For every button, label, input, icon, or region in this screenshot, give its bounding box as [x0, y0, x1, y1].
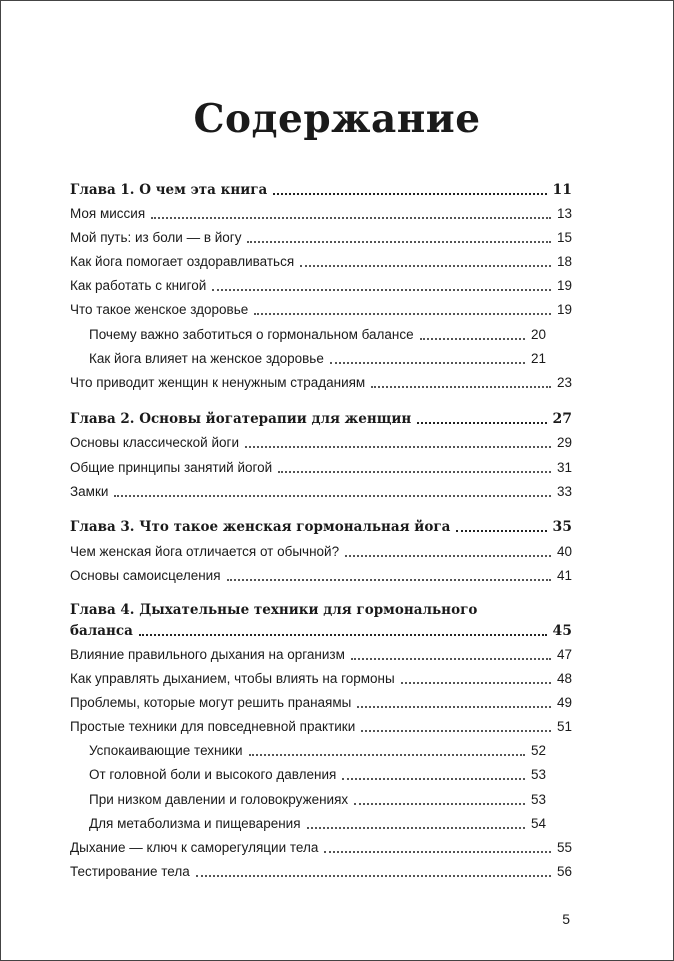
toc-entry-page: 27 — [552, 411, 572, 427]
toc-entry-title: Основы самоисцеления — [70, 568, 221, 583]
toc-entry-page: 29 — [556, 435, 572, 450]
dot-leader — [330, 362, 525, 364]
toc-entry-title: Успокаивающие техники — [89, 743, 243, 758]
dot-leader — [456, 530, 546, 532]
toc-entry-title: Основы классической йоги — [70, 435, 239, 450]
toc-entry[interactable] — [70, 226, 572, 246]
toc-entry-page: 19 — [556, 302, 572, 317]
toc-entry-page: 33 — [556, 484, 572, 499]
toc-entry-title: От головной боли и высокого давления — [89, 767, 337, 782]
toc-entry[interactable] — [70, 431, 572, 451]
dot-leader — [227, 579, 551, 581]
dot-leader — [417, 422, 546, 424]
toc-entry[interactable] — [70, 371, 572, 391]
toc-entry-title: Замки — [70, 484, 109, 499]
toc-entry-title: Почему важно заботиться о гормональном балансе — [89, 327, 414, 342]
toc-entry-title: Что приводит женщин к ненужным страданиям — [70, 375, 366, 390]
dot-leader — [245, 446, 551, 448]
dot-leader — [420, 338, 525, 340]
toc-entry-page: 31 — [556, 460, 572, 475]
dot-leader — [196, 875, 551, 877]
toc-entry-page: 19 — [556, 278, 572, 293]
toc-subentry[interactable] — [89, 788, 546, 808]
toc-entry[interactable] — [70, 643, 572, 663]
toc-entry-title: Как йога влияет на женское здоровье — [89, 351, 324, 366]
toc-entry[interactable] — [70, 564, 572, 584]
toc-entry-title: Что такое женское здоровье — [70, 302, 249, 317]
toc-entry[interactable] — [70, 860, 572, 880]
toc-entry-page: 52 — [530, 743, 546, 758]
toc-entry-page: 54 — [530, 816, 546, 831]
dot-leader — [114, 495, 551, 497]
dot-leader — [357, 706, 551, 708]
toc-entry-page: 51 — [556, 719, 572, 734]
toc-subentry[interactable] — [89, 323, 546, 343]
toc-chapter-3[interactable] — [70, 515, 572, 535]
toc-entry-page: 13 — [556, 206, 572, 221]
toc-entry[interactable] — [70, 274, 572, 294]
dot-leader — [247, 241, 551, 243]
toc-subentry[interactable] — [89, 347, 546, 367]
toc-entry-page: 47 — [556, 647, 572, 662]
toc-entry[interactable] — [70, 456, 572, 476]
toc-entry-page: 15 — [556, 230, 572, 245]
toc-entry-title: Как йога помогает оздоравливаться — [70, 254, 295, 269]
toc-entry-title: Проблемы, которые могут решить пранаямы — [70, 695, 352, 710]
dot-leader — [371, 386, 551, 388]
toc-entry-title: Общие принципы занятий йогой — [70, 460, 273, 475]
toc-chapter-4[interactable] — [70, 619, 572, 639]
toc-entry[interactable] — [70, 715, 572, 735]
dot-leader — [273, 193, 546, 195]
toc-entry-title: баланса — [70, 623, 133, 639]
dot-leader — [324, 851, 551, 853]
toc-entry-page: 53 — [530, 767, 546, 782]
dot-leader — [139, 634, 547, 636]
toc-entry-page: 41 — [556, 568, 572, 583]
toc-entry[interactable] — [70, 667, 572, 687]
dot-leader — [354, 803, 525, 805]
toc-entry[interactable] — [70, 202, 572, 222]
dot-leader — [254, 313, 551, 315]
toc-entry-title: Тестирование тела — [70, 864, 190, 879]
toc-entry[interactable] — [70, 540, 572, 560]
dot-leader — [151, 217, 551, 219]
toc-entry-title: Как управлять дыханием, чтобы влиять на гормоны — [70, 671, 395, 686]
dot-leader — [342, 778, 525, 780]
toc-entry-title: Влияние правильного дыхания на организм — [70, 647, 345, 662]
toc-subentry[interactable] — [89, 812, 546, 832]
toc-entry-page: 40 — [556, 544, 572, 559]
dot-leader — [361, 730, 551, 732]
toc-entry-title: Как работать с книгой — [70, 278, 207, 293]
toc-entry-title: При низком давлении и головокружениях — [89, 792, 349, 807]
page-title: Содержание — [193, 96, 481, 142]
toc-entry[interactable] — [70, 691, 572, 711]
toc-entry-title: Глава 1. О чем эта книга — [70, 182, 268, 198]
toc-entry-page: 56 — [556, 864, 572, 879]
toc-entry-title: Глава 3. Что такое женская гормональная йога — [70, 519, 451, 535]
toc-chapter-2[interactable] — [70, 407, 572, 427]
toc-entry-page: 49 — [556, 695, 572, 710]
toc-entry-page: 35 — [552, 519, 572, 535]
toc-entry-page: 23 — [556, 375, 572, 390]
toc-chapter-4-line1[interactable]: Глава 4. Дыхательные техники для гормонального — [70, 602, 478, 618]
toc-chapter-1[interactable] — [70, 178, 572, 198]
dot-leader — [307, 827, 525, 829]
toc-entry[interactable] — [70, 250, 572, 270]
toc-entry-title: Мой путь: из боли — в йогу — [70, 230, 242, 245]
dot-leader — [278, 471, 551, 473]
dot-leader — [300, 265, 551, 267]
toc-entry-page: 53 — [530, 792, 546, 807]
toc-subentry[interactable] — [89, 763, 546, 783]
toc-entry-page: 55 — [556, 840, 572, 855]
toc-entry-title: Чем женская йога отличается от обычной? — [70, 544, 340, 559]
toc-entry-page: 48 — [556, 671, 572, 686]
toc-entry-page: 45 — [552, 623, 572, 639]
toc-entry[interactable] — [70, 480, 572, 500]
toc-subentry[interactable] — [89, 739, 546, 759]
dot-leader — [345, 555, 551, 557]
toc-entry-title: Простые техники для повседневной практики — [70, 719, 356, 734]
toc-entry[interactable] — [70, 836, 572, 856]
toc-entry-page: 20 — [530, 327, 546, 342]
page-number: 5 — [562, 911, 570, 927]
toc-entry-page: 21 — [530, 351, 546, 366]
toc-entry-title: Моя миссия — [70, 206, 146, 221]
dot-leader — [212, 289, 551, 291]
dot-leader — [351, 658, 551, 660]
dot-leader — [401, 682, 551, 684]
toc-entry[interactable] — [70, 298, 572, 318]
toc-entry-title: Для метаболизма и пищеварения — [89, 816, 301, 831]
dot-leader — [249, 754, 525, 756]
toc-entry-title: Глава 2. Основы йогатерапии для женщин — [70, 411, 412, 427]
toc-entry-page: 18 — [556, 254, 572, 269]
toc-entry-title: Дыхание — ключ к саморегуляции тела — [70, 840, 319, 855]
toc-entry-page: 11 — [552, 182, 572, 198]
